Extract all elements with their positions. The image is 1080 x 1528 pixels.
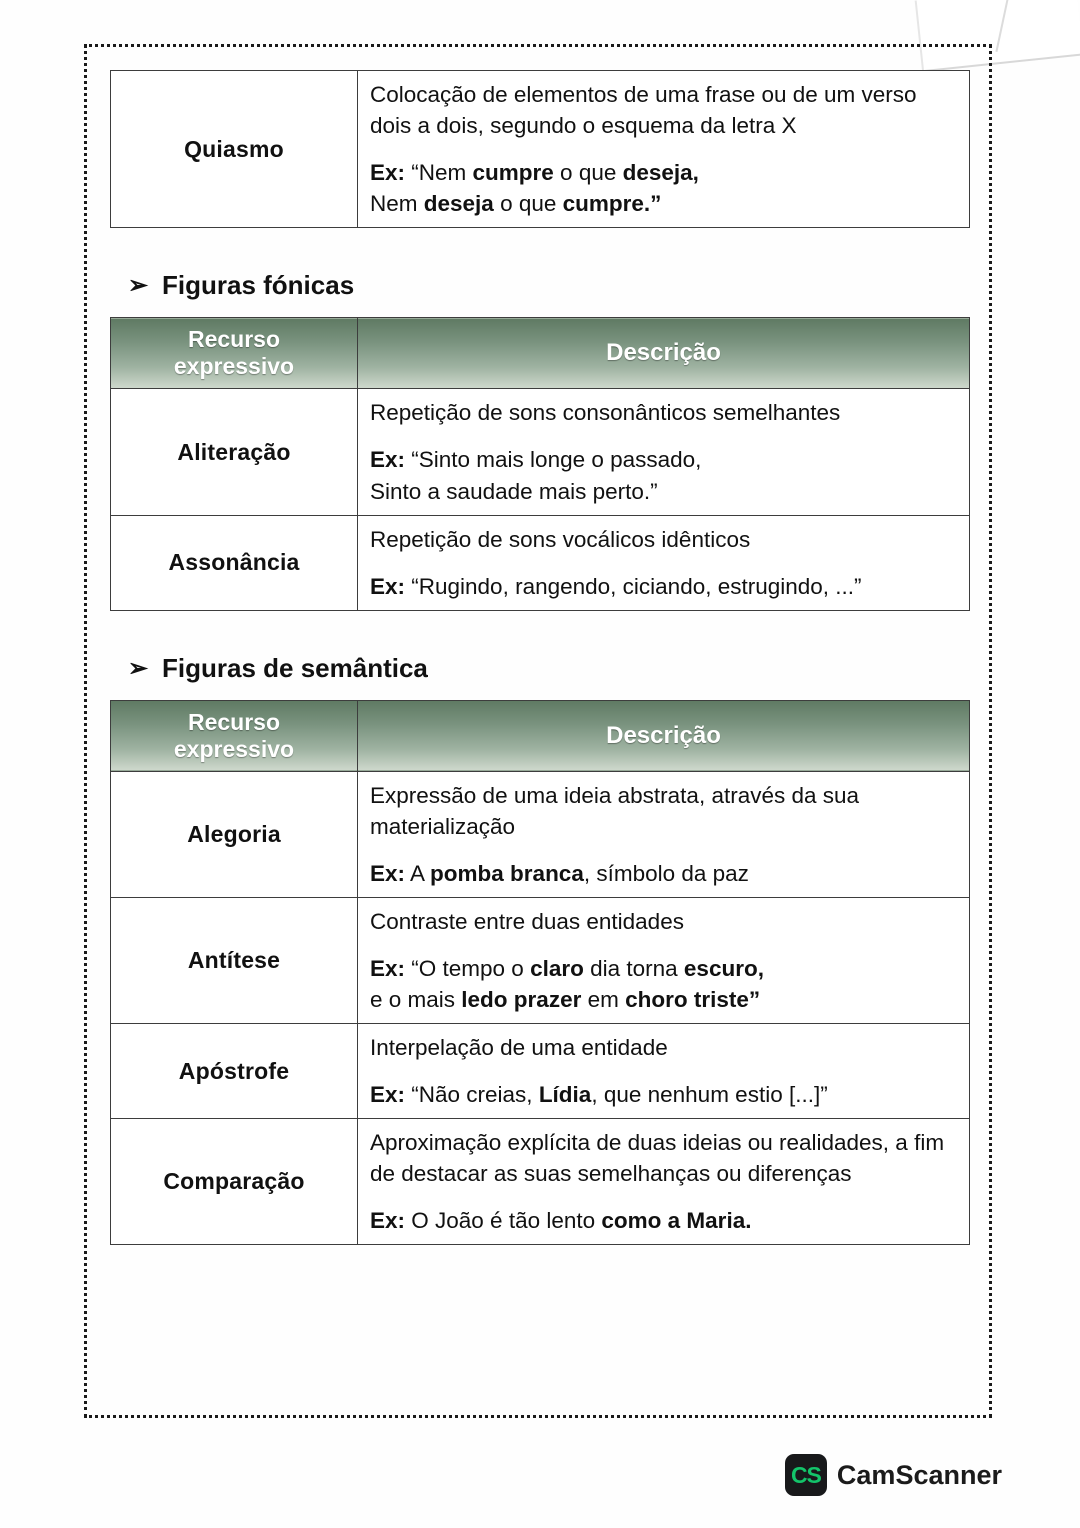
example-bold-2: escuro, (683, 956, 764, 982)
example-bold: como a Maria. (601, 1208, 752, 1234)
example-bold-2: deseja, (622, 160, 699, 186)
example-label: Ex: (370, 160, 406, 186)
example-text: “Nem (405, 160, 473, 186)
example-bold-4: choro triste” (625, 987, 761, 1013)
example-bold: Lídia (538, 1082, 592, 1108)
example-label: Ex: (370, 861, 406, 887)
table-row (111, 71, 970, 228)
example-bold-3: deseja (423, 191, 494, 217)
table-row (111, 1024, 970, 1119)
table-figuras-fonicas (110, 317, 970, 610)
heading-figuras-semantica (128, 652, 970, 684)
table-row (111, 898, 970, 1024)
example-aliteracao (370, 444, 957, 475)
desc-text: Aproximação explícita de duas ideias ou realidades, a fim de destacar as suas semelhanças ou diferenças (370, 1130, 945, 1187)
example-bold: claro (530, 956, 584, 982)
description-assonancia (358, 515, 970, 610)
heading-text: Figuras de semântica (162, 652, 428, 683)
example-apostrofe (370, 1079, 957, 1110)
example-text: A (405, 861, 431, 887)
desc-text: Expressão de uma ideia abstrata, através da sua materialização (370, 782, 860, 839)
desc-line-2: dois a dois, segundo o esquema da letra X (370, 113, 797, 139)
example-label: Ex: (370, 1208, 406, 1234)
arrow-bullet-icon: ➢ (128, 654, 149, 682)
example-assonancia (370, 571, 957, 602)
camscanner-label: CamScanner (836, 1459, 1002, 1490)
description-antitese (358, 898, 970, 1024)
example-bold-4: cumpre.” (562, 191, 662, 217)
header-descricao: Descrição (358, 318, 970, 389)
example-label: Ex: (370, 573, 406, 599)
desc-text: Repetição de sons consonânticos semelhantes (370, 400, 841, 426)
example-text: O João é tão lento (405, 1208, 602, 1234)
heading-text: Figuras fónicas (162, 270, 355, 301)
example-text-2: , que nenhum estio [...]” (591, 1082, 828, 1108)
table-figuras-semantica (110, 700, 970, 1246)
example-text: “Sinto mais longe o passado, (405, 447, 702, 473)
desc-text: Interpelação de uma entidade (370, 1035, 668, 1061)
example-bold-1: cumpre (472, 160, 554, 186)
example-text-4: em (581, 987, 626, 1013)
header-descricao: Descrição (358, 700, 970, 771)
header-line-1: Recurso (187, 708, 281, 735)
example-aliteracao-line2: Sinto a saudade mais perto.” (370, 478, 658, 504)
example-alegoria (370, 858, 957, 889)
description-aliteracao (358, 389, 970, 515)
header-line-2: expressivo (173, 353, 295, 380)
example-label: Ex: (370, 956, 406, 982)
description-comparacao (358, 1119, 970, 1245)
term-antitese: Antítese (111, 898, 358, 1024)
example-bold: pomba branca (430, 861, 584, 887)
term-apostrofe: Apóstrofe (111, 1024, 358, 1119)
example-comparacao (370, 1205, 957, 1236)
description-quiasmo (358, 71, 970, 228)
term-aliteracao: Aliteração (111, 389, 358, 515)
heading-figuras-fonicas (128, 270, 970, 301)
example-quiasmo (370, 157, 957, 188)
example-antitese (370, 953, 957, 984)
example-text: “Rugindo, rangendo, ciciando, estrugindo, ...” (405, 573, 862, 599)
table-row (111, 1119, 970, 1245)
arrow-bullet-icon: ➢ (128, 272, 149, 300)
description-apostrofe (358, 1024, 970, 1119)
camscanner-logo-icon: CS (785, 1454, 827, 1496)
description-alegoria (358, 771, 970, 897)
example-text-3: e o mais (370, 987, 462, 1013)
header-recurso-expressivo (111, 700, 358, 771)
header-line-2: expressivo (173, 735, 295, 762)
example-text-2: , símbolo da paz (583, 861, 749, 887)
table-header-row (111, 318, 970, 389)
example-bold-3: ledo prazer (461, 987, 582, 1013)
term-comparacao: Comparação (111, 1119, 358, 1245)
header-recurso-expressivo (111, 318, 358, 389)
example-antitese-line2 (370, 984, 957, 1015)
document-content (110, 70, 970, 1245)
table-row (111, 771, 970, 897)
desc-text: Repetição de sons vocálicos idênticos (370, 526, 751, 552)
example-label: Ex: (370, 1082, 406, 1108)
example-text-2: o que (553, 160, 623, 186)
example-label: Ex: (370, 447, 406, 473)
example-text-2: dia torna (583, 956, 684, 982)
example-text-3: Nem (370, 191, 424, 217)
example-text-4: o que (493, 191, 563, 217)
term-alegoria: Alegoria (111, 771, 358, 897)
camscanner-watermark (785, 1454, 1002, 1496)
header-line-1: Recurso (187, 326, 281, 353)
table-row (111, 515, 970, 610)
table-row (111, 389, 970, 515)
table-header-row (111, 700, 970, 771)
table-quiasmo (110, 70, 970, 228)
term-quiasmo: Quiasmo (111, 71, 358, 228)
desc-text: Contraste entre duas entidades (370, 909, 684, 935)
example-quiasmo-line2 (370, 188, 957, 219)
term-assonancia: Assonância (111, 515, 358, 610)
example-text: “O tempo o (405, 956, 531, 982)
example-text: “Não creias, (405, 1082, 539, 1108)
desc-line-1: Colocação de elementos de uma frase ou de um verso (370, 82, 917, 107)
